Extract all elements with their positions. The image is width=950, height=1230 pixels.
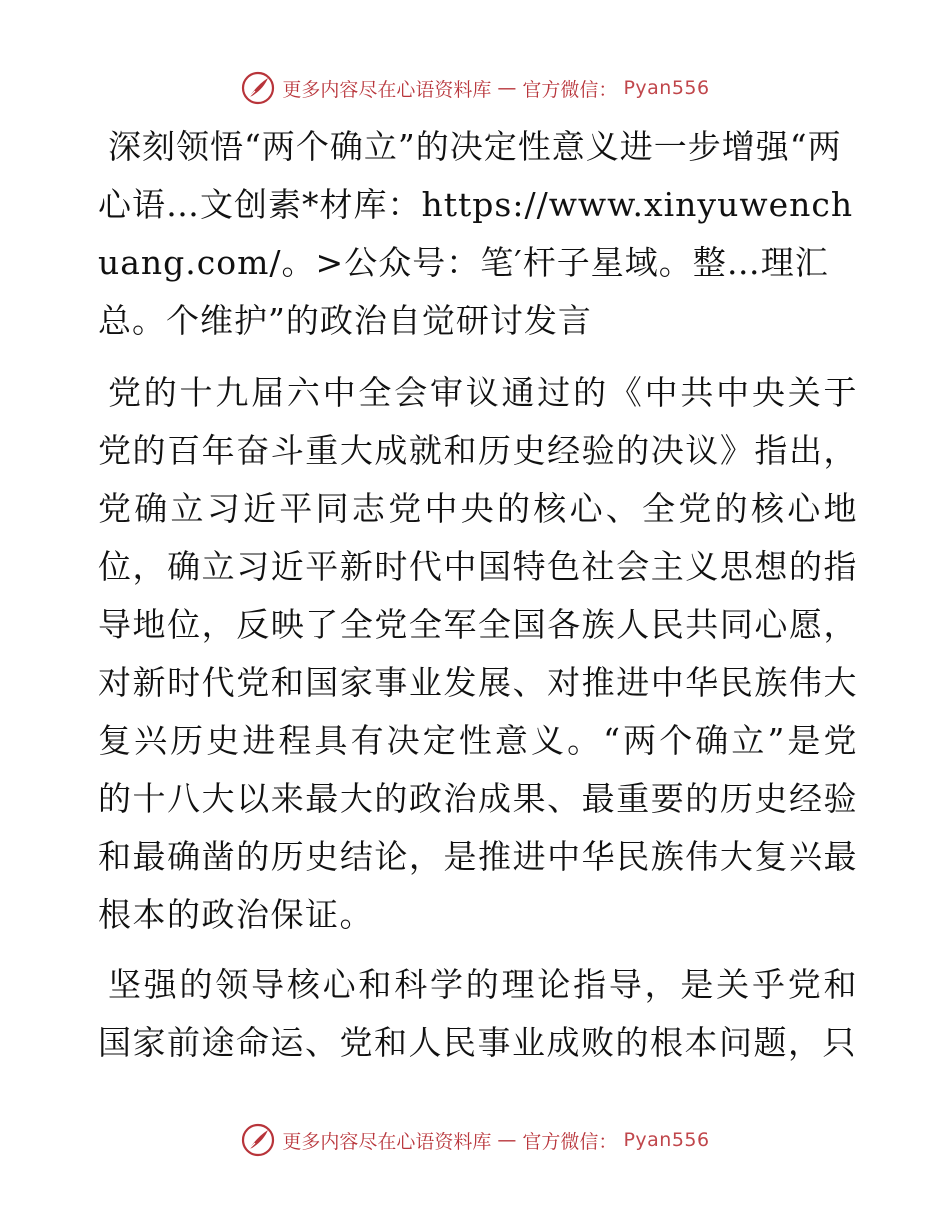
header-watermark xyxy=(0,70,950,106)
watermark-separator: — xyxy=(497,1129,517,1151)
watermark-wechat-id: Pyan556 xyxy=(623,1129,710,1151)
watermark-wechat-id: Pyan556 xyxy=(623,77,710,99)
paragraph-2: 坚强的领导核心和科学的理论指导，是关乎党和国家前途命运、党和人民事业成败的根本问题，只 xyxy=(98,965,858,1062)
quill-circle-logo-icon xyxy=(240,1122,276,1158)
watermark-label: 官方微信： xyxy=(522,1130,618,1153)
footer-watermark xyxy=(0,1122,950,1158)
watermark-separator: — xyxy=(497,77,517,99)
document-title: 深刻领悟“两个确立”的决定性意义进一步增强“两心语…文创素*材库：https://www.xinyuwenchuang.com/。>公众号：笔′杆子星域。整…理汇总。个维护”的政治自觉研讨发言 xyxy=(98,127,854,340)
quill-circle-logo-icon xyxy=(240,70,276,106)
watermark-label: 官方微信： xyxy=(522,78,618,101)
paragraph-1: 党的十九届六中全会审议通过的《中共中央关于党的百年奋斗重大成就和历史经验的决议》指出，党确立习近平同志党中央的核心、全党的核心地位，确立习近平新时代中国特色社会主义思想的指导地位，反映了全党全军全国各族人民共同心愿，对新时代党和国家事业发展、对推进中华民族伟大复兴历史进程具有决定性意义。“两个确立”是党的十八大以来最大的政治成果、最重要的历史经验和最确凿的历史结论，是推进中华民族伟大复兴最根本的政治保证。 xyxy=(98,373,858,934)
watermark-brand: 更多内容尽在心语资料库 xyxy=(282,1130,492,1153)
document-body xyxy=(98,118,858,1084)
watermark-brand: 更多内容尽在心语资料库 xyxy=(282,78,492,101)
